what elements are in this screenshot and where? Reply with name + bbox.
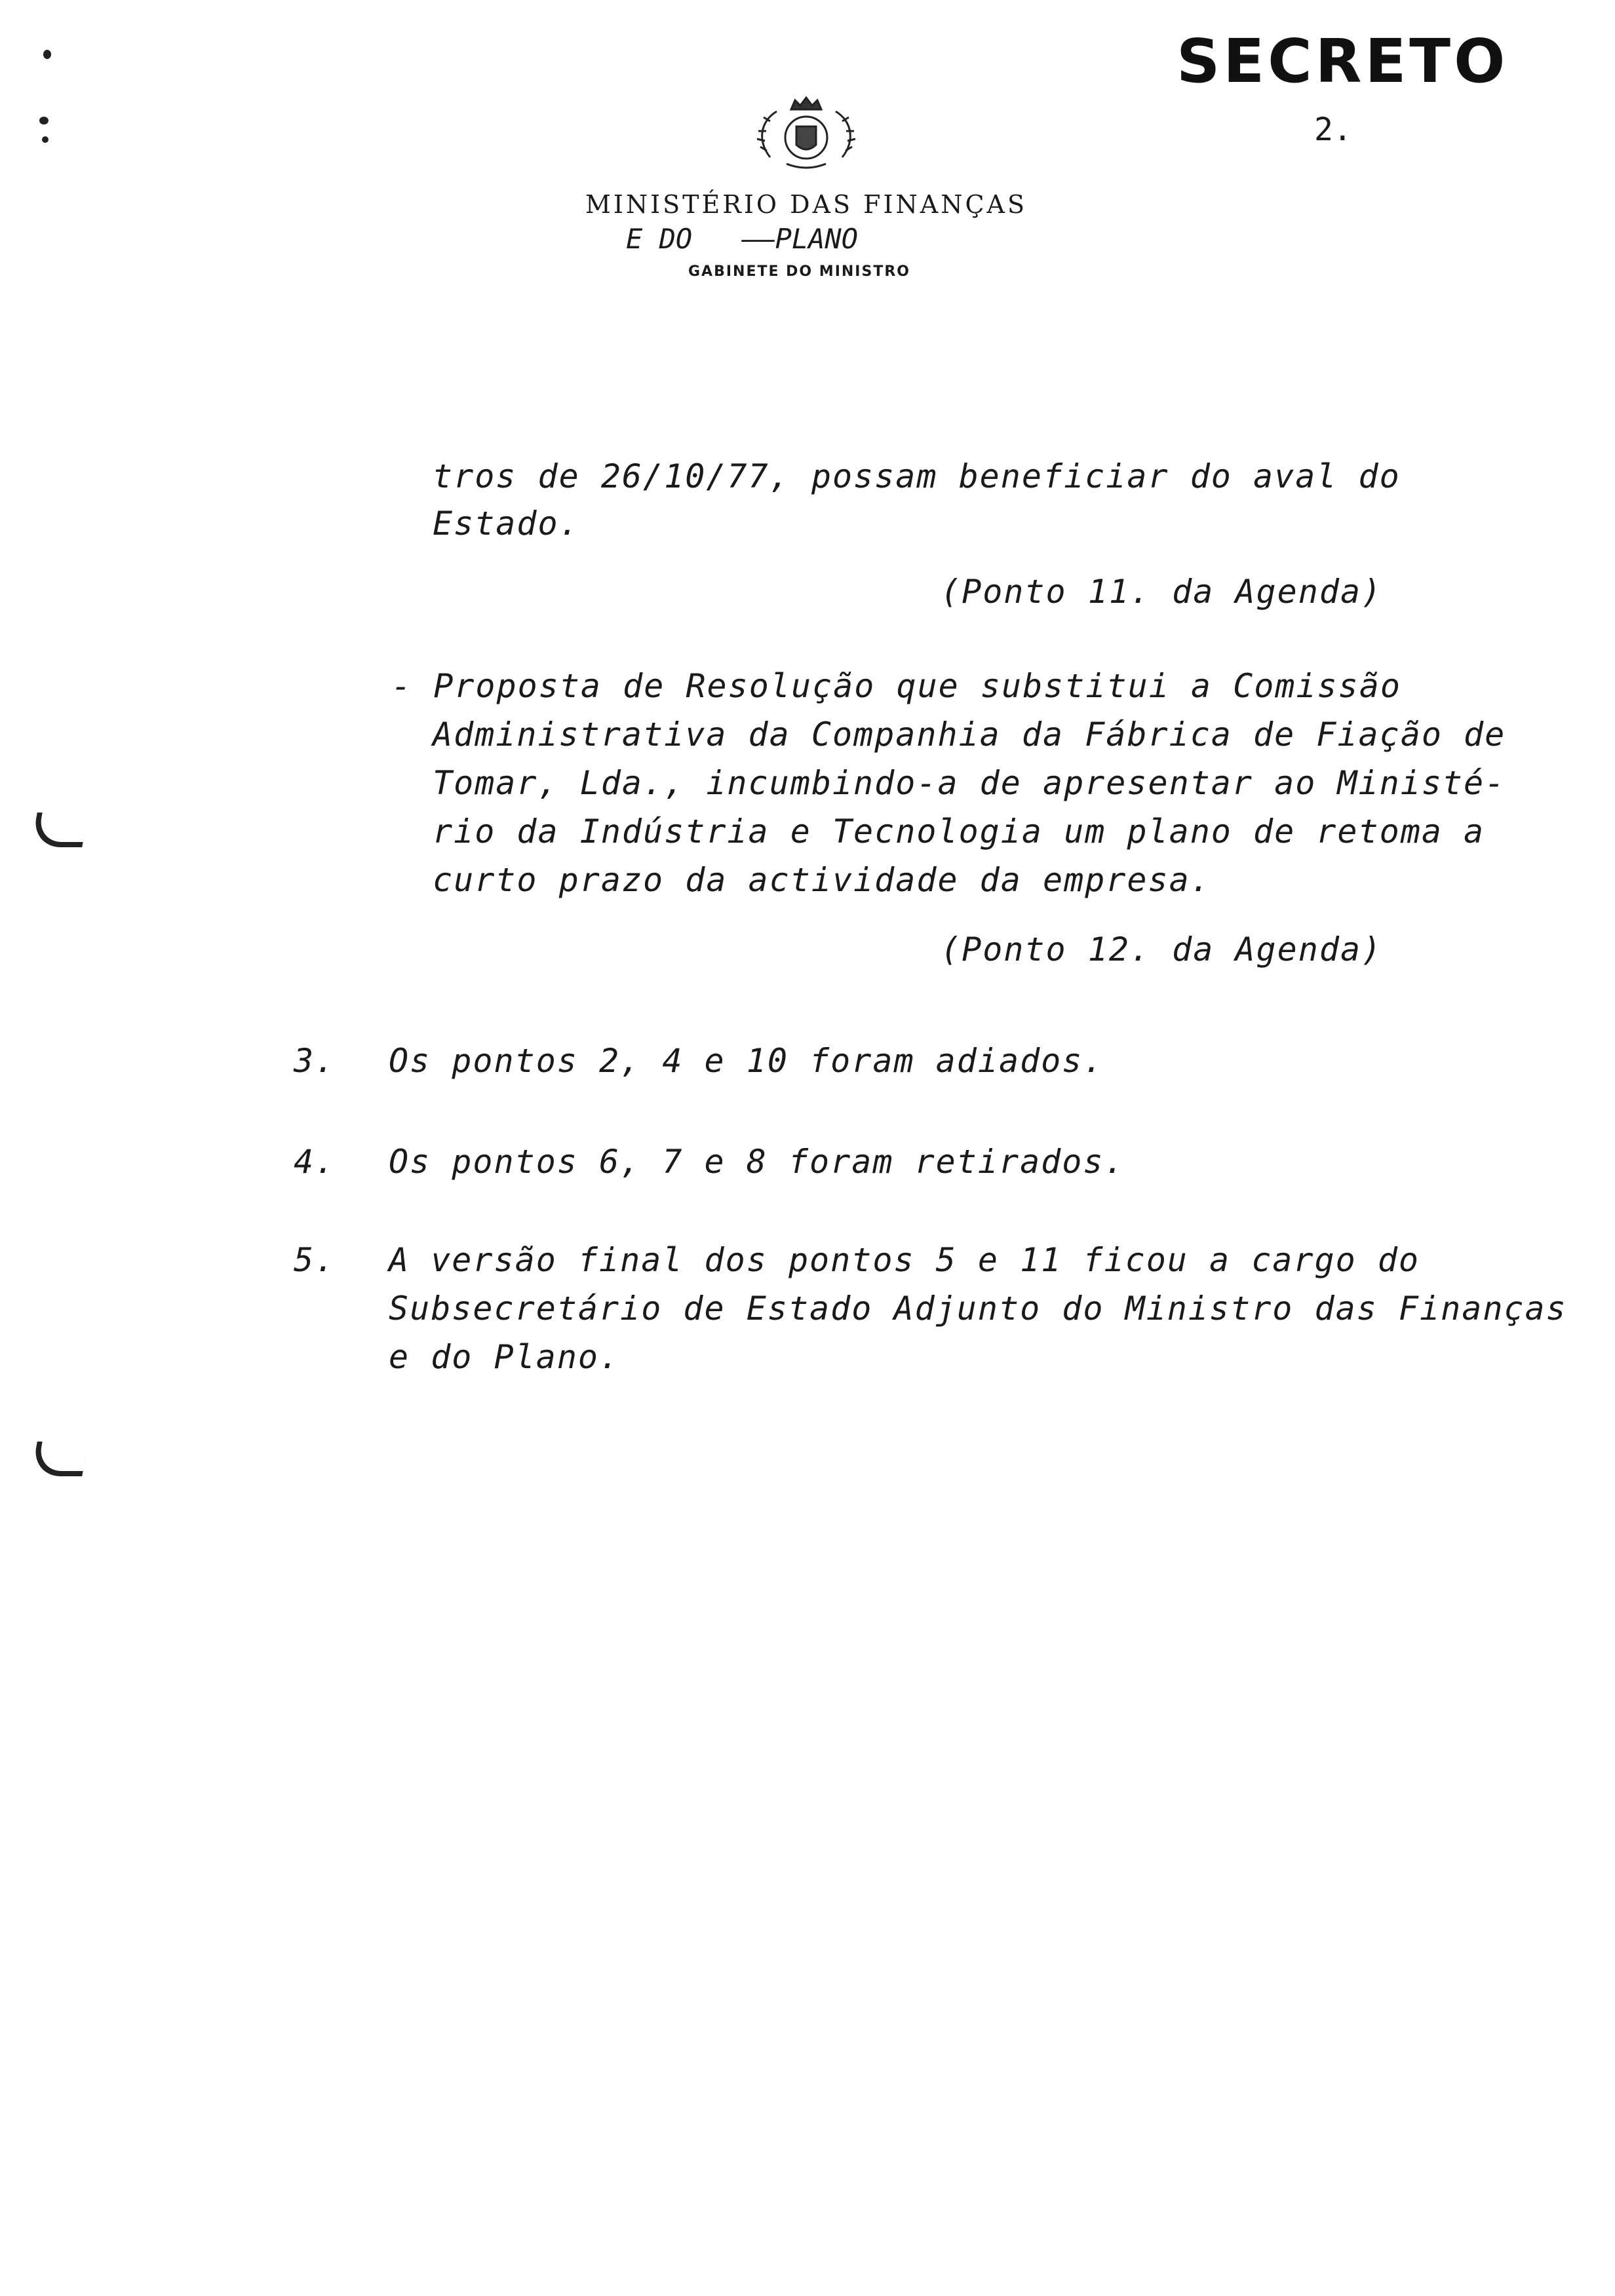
binder-hole-mark	[31, 1442, 88, 1476]
agenda-reference: (Ponto 12. da Agenda)	[941, 930, 1383, 968]
margin-speck	[39, 117, 49, 124]
item-text: e do Plano.	[389, 1338, 621, 1376]
proposal-line: Tomar, Lda., incumbindo-a de apresentar ao Ministé-	[433, 764, 1506, 802]
item-text: A versão final dos pontos 5 e 11 ficou a cargo do	[389, 1241, 1420, 1279]
coat-of-arms-icon	[750, 95, 862, 174]
item-text: Subsecretário de Estado Adjunto do Ministro das Finanças	[389, 1290, 1567, 1328]
item-number: 4.	[294, 1143, 336, 1181]
item-text: Os pontos 2, 4 e 10 foram adiados.	[389, 1042, 1104, 1080]
binder-hole-mark	[31, 813, 88, 847]
cabinet-label: GABINETE DO MINISTRO	[688, 263, 910, 280]
page-number: 2.	[1314, 111, 1352, 148]
margin-speck	[42, 136, 49, 143]
proposal-line: curto prazo da actividade da empresa.	[433, 861, 1211, 899]
secret-stamp: SECRETO	[1177, 26, 1509, 96]
proposal-line: rio da Indústria e Tecnologia um plano de retoma a	[433, 813, 1485, 851]
item-text: Os pontos 6, 7 e 8 foram retirados.	[389, 1143, 1125, 1181]
ministry-name-line2: E DO ——PLANO	[626, 223, 859, 255]
ministry-name: MINISTÉRIO DAS FINANÇAS	[585, 190, 1028, 219]
margin-speck	[43, 50, 51, 59]
item-number: 3.	[294, 1042, 336, 1080]
proposal-line: Administrativa da Companhia da Fábrica de Fiação de	[433, 716, 1506, 754]
body-line: tros de 26/10/77, possam beneficiar do aval do	[433, 457, 1401, 495]
proposal-line: - Proposta de Resolução que substitui a Comissão	[391, 667, 1401, 705]
item-number: 5.	[294, 1241, 336, 1279]
body-line: Estado.	[433, 505, 580, 543]
agenda-reference: (Ponto 11. da Agenda)	[941, 573, 1383, 611]
